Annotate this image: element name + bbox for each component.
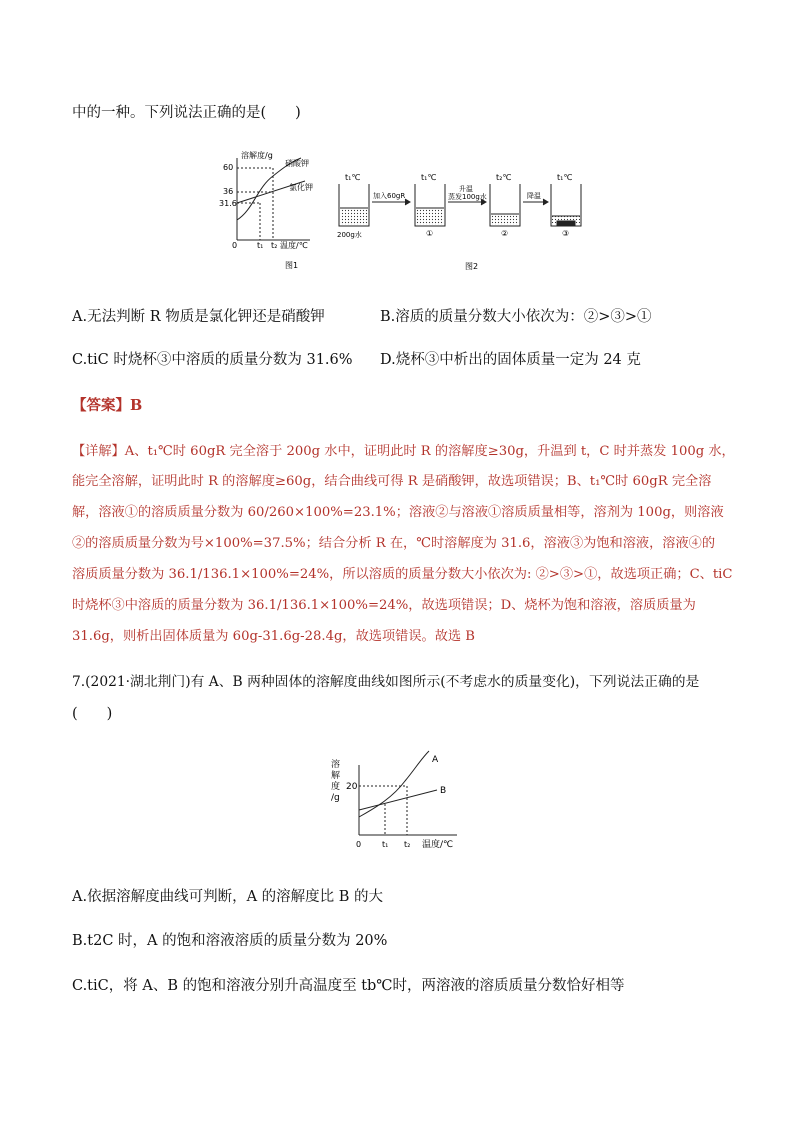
q7-label-b: B: [440, 786, 447, 796]
q7-option-a: A.依据溶解度曲线可判断，A 的溶解度比 B 的大: [72, 889, 384, 905]
q6-option-a: A.无法判断 R 物质是氯化钾还是硝酸钾: [72, 309, 325, 325]
q6-detail-line-7: 31.6g，则析出固体质量为 60g-31.6g-28.4g，故选项错误。故选 B: [72, 629, 475, 644]
fig1-label-kcl: 氯化钾: [289, 183, 313, 192]
q7-tick-t1: t₁: [382, 840, 389, 849]
fig2-caption: 图2: [465, 262, 479, 271]
q7-stem-line-1: 7.(2021·湖北荆门)有 A、B 两种固体的溶解度曲线如图所示(不考虑水的质量变化)，下列说法正确的是: [72, 674, 700, 690]
fig1-tick-t1: t₁: [257, 241, 264, 250]
fig1-caption: 图1: [285, 261, 299, 270]
fig1-tick-31-6: 31.6: [219, 199, 237, 208]
q6-detail-line-3: 解，溶液①的溶质质量分数为 60/260×100%=23.1%；溶液②与溶液①溶质质量相等，溶剂为 100g，则溶液: [72, 505, 724, 520]
fig2-temp-4: t₁℃: [557, 173, 573, 182]
fig1-ylabel: 溶解度/g: [241, 151, 273, 160]
q7-ylabel-3: 度: [331, 782, 341, 792]
q7-curve-b: [359, 790, 437, 810]
fig2-label-3: ③: [562, 229, 570, 238]
fig2-temp-3: t₂℃: [496, 173, 512, 182]
q7-tick-0: 0: [356, 840, 362, 849]
q6-detail-line-6: 时烧杯③中溶质的质量分数为 36.1/136.1×100%=24%，故选项错误；D、烧杯为饱和溶液，溶质质量为: [72, 598, 696, 613]
q7-ylabel-4: /g: [331, 793, 340, 803]
fig1-tick-t2: t₂: [271, 241, 278, 250]
fig2-label-1: ①: [426, 229, 434, 238]
fig2-temp-1: t₁℃: [345, 173, 361, 182]
fig1-tick-0: 0: [232, 241, 238, 250]
q6-answer: 【答案】B: [72, 397, 143, 414]
q7-option-c: C.tiC，将 A、B 的饱和溶液分别升高温度至 tb℃时，两溶液的溶质质量分数恰好相等: [72, 978, 625, 994]
q7-tick-t2: t₂: [404, 840, 411, 849]
q7-stem-line-2: ( ): [72, 706, 113, 722]
q6-option-c: C.tiC 时烧杯③中溶质的质量分数为 31.6%: [72, 352, 353, 368]
fig2-water: 200g水: [337, 231, 362, 239]
fig2-step-2a: 升温: [459, 185, 473, 193]
q6-detail-line-5: 溶质质量分数为 36.1/136.1×100%=24%，所以溶质的质量分数大小依次为: ②>③>①，故选项正确；C、tiC: [72, 567, 733, 582]
fig2-temp-2: t₁℃: [421, 173, 437, 182]
q6-detail-line-1: 【详解】A、t₁℃时 60gR 完全溶于 200g 水中，证明此时 R 的溶解度≥30g，升温到 t，C 时并蒸发 100g 水，: [72, 444, 735, 459]
fig2-step-2b: 蒸发100g水: [448, 193, 487, 201]
q7-figure: [325, 745, 465, 855]
q6-option-d: D.烧杯③中析出的固体质量一定为 24 克: [380, 352, 641, 368]
q6-detail-line-4: ②的溶质质量分数为号×100%=37.5%；结合分析 R 在，℃时溶解度为 31.6，溶液③为饱和溶液，溶液④的: [72, 536, 716, 551]
q6-option-b: B.溶质的质量分数大小依次为：②>③>①: [380, 309, 652, 325]
q7-label-a: A: [432, 755, 439, 765]
fig1-label-kno3: 硝酸钾: [285, 159, 309, 168]
fig1-tick-60: 60: [223, 163, 234, 172]
q6-stem: 中的一种。下列说法正确的是( ): [72, 105, 301, 121]
fig2-step-3: 降温: [527, 192, 541, 200]
q6-detail-line-2: 能完全溶解，证明此时 R 的溶解度≥60g，结合曲线可得 R 是硝酸钾，故选项错误；B、t₁℃时 60gR 完全溶: [72, 474, 712, 489]
q7-tick-20: 20: [346, 782, 358, 792]
q7-xlabel: 温度/℃: [422, 840, 454, 850]
q7-ylabel-1: 溶: [331, 760, 341, 770]
fig1-tick-36: 36: [223, 187, 234, 196]
fig2-label-2: ②: [501, 229, 509, 238]
fig1-xlabel: 温度/℃: [280, 241, 308, 250]
q6-figure-1: [219, 148, 335, 273]
q7-ylabel-2: 解: [331, 771, 341, 781]
fig2-step-1: 加入60gR: [373, 192, 406, 200]
q7-option-b: B.t2C 时，A 的饱和溶液溶质的质量分数为 20%: [72, 933, 388, 949]
q6-figure-2: [335, 170, 585, 274]
